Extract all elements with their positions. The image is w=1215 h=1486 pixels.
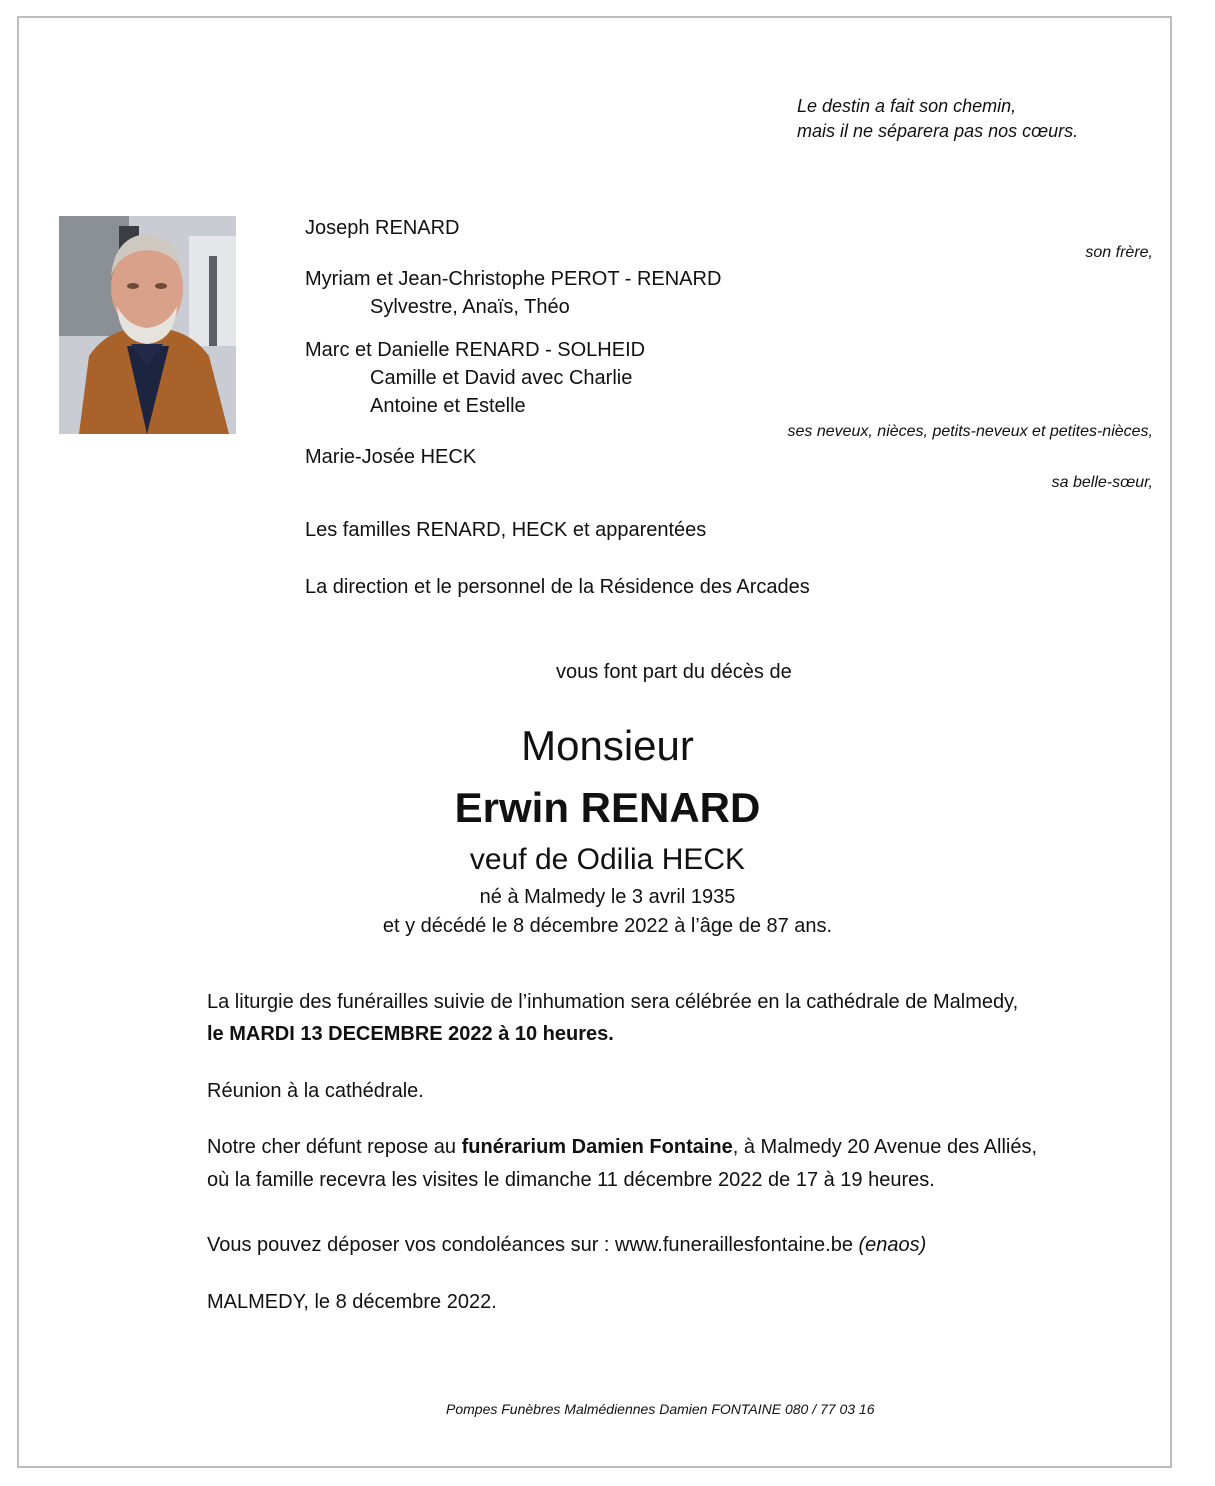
meeting-line: Réunion à la cathédrale.: [207, 1080, 424, 1102]
brother-name: Joseph RENARD: [305, 217, 460, 239]
funeral-date-time: le MARDI 13 DECEMBRE 2022 à 10 heures.: [207, 1023, 614, 1045]
families-line: Les familles RENARD, HECK et apparentées: [305, 519, 707, 541]
epigraph-line-2: mais il ne séparera pas nos cœurs.: [797, 121, 1079, 141]
funerarium-name: funérarium Damien Fontaine: [461, 1136, 733, 1158]
residence-line: La direction et le personnel de la Résidence des Arcades: [305, 576, 810, 598]
portrait-photo: [59, 216, 236, 434]
epigraph-line-1: Le destin a fait son chemin,: [797, 96, 1017, 116]
nephew-couple-2-children-2: Antoine et Estelle: [370, 395, 526, 417]
brother-role: son frère,: [1085, 244, 1153, 261]
condolences-text: Vous pouvez déposer vos condoléances sur : www.funeraillesfontaine.be: [207, 1234, 859, 1256]
visits-line: où la famille recevra les visites le dimanche 11 décembre 2022 de 17 à 19 heures.: [207, 1169, 935, 1191]
nephews-role: ses neveux, nièces, petits-neveux et petites-nièces,: [787, 423, 1153, 440]
deceased-name: Erwin RENARD: [454, 784, 761, 831]
nephew-couple-2: Marc et Danielle RENARD - SOLHEID: [305, 339, 646, 361]
rest-prefix: Notre cher défunt repose au: [207, 1136, 462, 1158]
place-date: MALMEDY, le 8 décembre 2022.: [207, 1291, 497, 1313]
widower-line: veuf de Odilia HECK: [469, 843, 746, 876]
nephew-couple-1: Myriam et Jean-Christophe PEROT - RENARD: [305, 268, 722, 290]
announcement-intro: vous font part du décès de: [556, 661, 792, 683]
birth-line: né à Malmedy le 3 avril 1935: [479, 886, 736, 908]
nephew-couple-2-children-1: Camille et David avec Charlie: [370, 367, 633, 389]
condolences-line: [207, 1234, 926, 1257]
funeral-home-footer: Pompes Funèbres Malmédiennes Damien FONTAINE 080 / 77 03 16: [446, 1401, 875, 1417]
death-line: et y décédé le 8 décembre 2022 à l’âge de 87 ans.: [382, 915, 833, 937]
deceased-title: Monsieur: [521, 722, 694, 769]
liturgy-line: La liturgie des funérailles suivie de l’inhumation sera célébrée en la cathédrale de Malmedy,: [207, 991, 1019, 1013]
rest-suffix: , à Malmedy 20 Avenue des Alliés,: [732, 1136, 1038, 1158]
rest-line: [207, 1136, 1037, 1159]
sister-in-law-name: Marie-Josée HECK: [305, 446, 477, 468]
nephew-couple-1-children: Sylvestre, Anaïs, Théo: [370, 296, 570, 318]
sister-in-law-role: sa belle-sœur,: [1051, 474, 1153, 491]
condolences-note: (enaos): [858, 1234, 927, 1256]
